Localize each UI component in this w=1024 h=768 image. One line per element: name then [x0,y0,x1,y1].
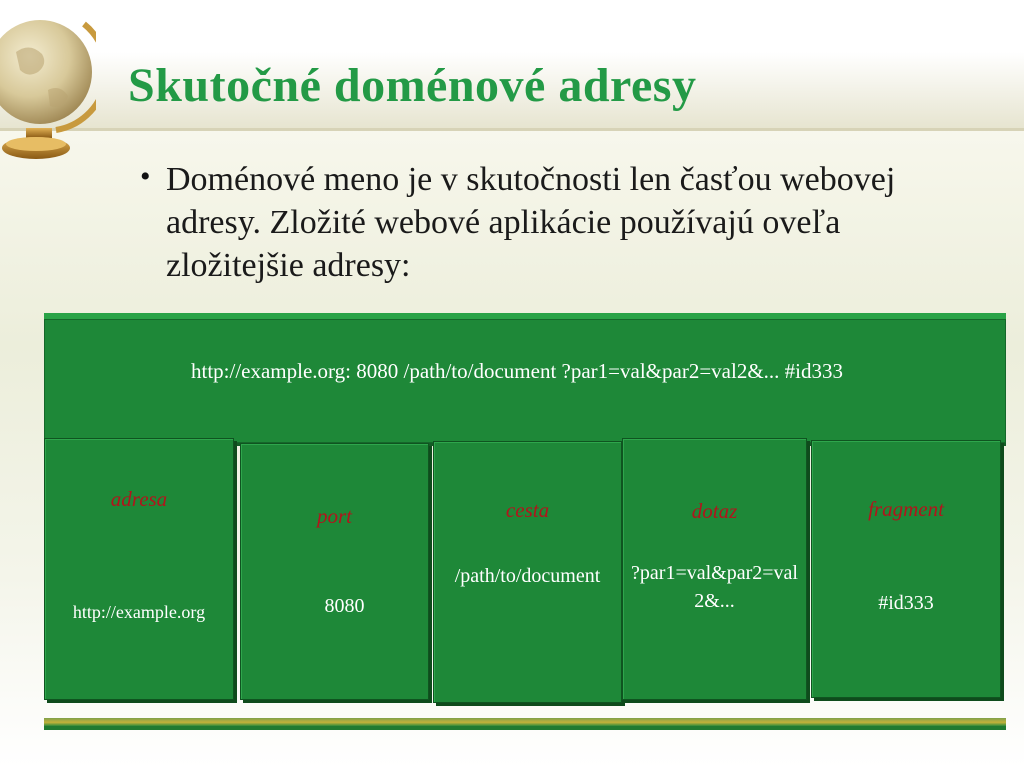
part-label-fragment: fragment [868,497,944,521]
part-box-dotaz [622,438,807,700]
part-label-port: port [316,504,352,528]
part-label-cesta: cesta [505,498,550,522]
bullet-text: Doménové meno je v skutočnosti len časťou webovej adresy. Zložité webové aplikácie používajú oveľa zložitejšie adresy: [166,161,896,284]
part-value-cesta: /path/to/document [454,565,601,587]
full-url-box [44,313,1006,443]
part-value-fragment: #id333 [878,592,934,614]
globe-icon [0,4,96,164]
part-box-cesta [433,441,622,703]
part-box-adresa [44,438,234,700]
url-diagram [44,313,1006,733]
part-value-dotaz: ?par1=val&par2=val2&... [631,562,798,612]
header-rule [0,128,1024,131]
slide-title: Skutočné doménové adresy [128,59,697,112]
part-label-adresa: adresa [110,487,168,511]
part-box-fragment [811,440,1001,698]
bullet-marker: • [140,160,151,193]
full-url-text: http://example.org: 8080 /path/to/document ?par1=val&par2=val2&... #id333 [190,359,843,383]
bottom-rule-shadow [44,726,1006,730]
part-value-adresa: http://example.org [72,602,206,622]
part-value-port: 8080 [324,595,365,617]
bottom-rule [44,718,1006,726]
part-label-dotaz: dotaz [691,499,738,523]
part-box-port [240,443,429,700]
